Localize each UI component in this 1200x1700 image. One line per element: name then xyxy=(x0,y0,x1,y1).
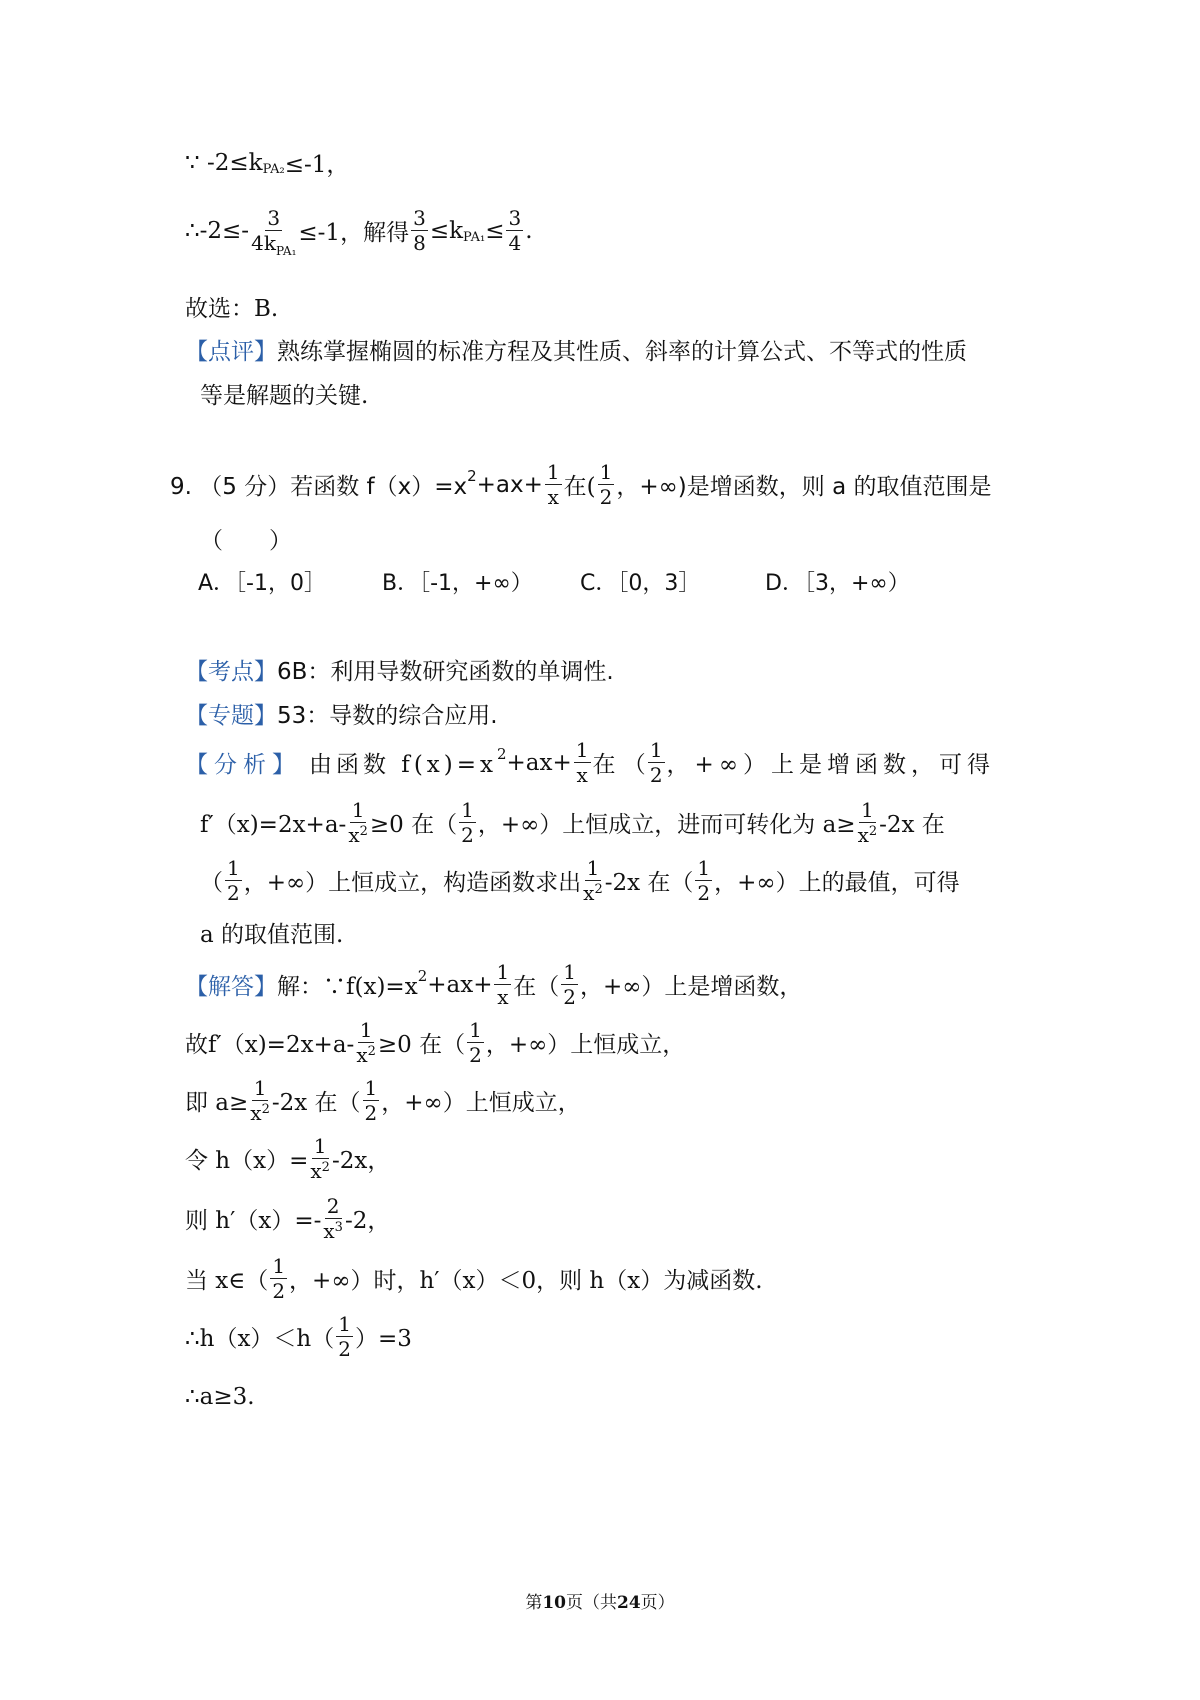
solution-line-3 xyxy=(185,1078,581,1123)
denominator: $x^2$ xyxy=(583,881,603,905)
fraction xyxy=(561,962,578,1007)
text: 页（共 xyxy=(566,1593,617,1613)
superscript: 2 xyxy=(359,824,368,839)
numerator: 1 xyxy=(364,1076,378,1100)
inequality-line-1 xyxy=(185,146,349,179)
fraction xyxy=(225,858,242,903)
page-footer xyxy=(0,1588,1200,1613)
fraction xyxy=(598,462,615,507)
solution-tag: 【解答】 xyxy=(185,974,277,1000)
page-number: 10 xyxy=(542,1593,566,1613)
text: 解：∵f(x)=x xyxy=(277,974,418,1000)
option-a: A．［﻿﻿-1，0］ xyxy=(198,571,326,596)
numerator: 1 xyxy=(253,1076,267,1100)
denominator: 2 xyxy=(461,823,474,847)
text: 4k xyxy=(251,231,276,255)
text: +ax+ xyxy=(476,471,543,498)
numerator: 1 xyxy=(546,460,560,484)
fraction xyxy=(545,462,562,507)
text: -2x， xyxy=(331,1148,391,1174)
answer-line xyxy=(185,290,278,323)
kaodian-line xyxy=(185,653,614,686)
text: ∴h（x）＜h（ xyxy=(185,1326,335,1352)
denominator: x xyxy=(547,485,559,509)
option-b: B．［-1，+∞） xyxy=(382,571,533,596)
fraction xyxy=(323,1196,343,1241)
denominator: 4 xyxy=(508,231,522,255)
answer-text: 故选：B. xyxy=(185,296,279,322)
subscript: PA₁ xyxy=(275,244,297,258)
denominator: 2 xyxy=(649,763,663,787)
numerator: 3 xyxy=(413,206,426,230)
text: 在 （ xyxy=(592,752,646,778)
inequality-line-2 xyxy=(185,206,533,258)
text: +ax+ xyxy=(427,971,493,998)
numerator: 1 xyxy=(351,798,365,822)
denominator: $x^2$ xyxy=(857,823,878,847)
fraction xyxy=(858,800,878,845)
fenxi-tag: 【分析】 xyxy=(185,752,301,778)
fraction xyxy=(648,740,665,785)
numerator: 1 xyxy=(599,460,613,484)
text: ，+∞）上恒成立，构造函数求出 xyxy=(243,870,582,896)
denominator: x xyxy=(576,763,588,787)
comment-line xyxy=(185,333,967,366)
solution-line-2 xyxy=(185,1020,685,1065)
fraction xyxy=(494,962,511,1007)
zhuanti-tag: 【专题】 xyxy=(185,703,277,729)
fraction xyxy=(310,1136,330,1181)
zhuanti-line xyxy=(185,697,498,730)
denominator: 2 xyxy=(272,1279,286,1303)
numerator: 1 xyxy=(338,1312,351,1336)
text: ，+∞）上恒成立，进而可转化为 a≥ xyxy=(477,812,856,838)
comment-tag: 【点评】 xyxy=(185,339,277,365)
numerator: 1 xyxy=(359,1018,373,1042)
fraction xyxy=(270,1256,287,1301)
fraction xyxy=(356,1020,376,1065)
kaodian-text: 6B：利用导数研究函数的单调性. xyxy=(277,659,614,685)
text: f′（x)=2x+a- xyxy=(200,812,347,838)
question-paren xyxy=(200,522,292,555)
superscript: 2 xyxy=(321,1160,330,1175)
text: 故f′（x)=2x+a- xyxy=(185,1032,355,1058)
text: +ax+ xyxy=(506,749,572,776)
kaodian-tag: 【考点】 xyxy=(185,659,277,685)
denominator: 2 xyxy=(364,1101,378,1125)
comment-text: 等是解题的关键. xyxy=(200,383,369,409)
question-9 xyxy=(170,462,991,507)
denominator: 2 xyxy=(338,1337,351,1361)
numerator: 1 xyxy=(469,1018,482,1042)
fenxi-line-2 xyxy=(200,800,945,845)
fraction xyxy=(583,858,603,903)
text: -2x 在（ xyxy=(271,1090,361,1116)
numerator: 1 xyxy=(697,856,711,880)
fraction xyxy=(251,206,297,258)
text: 当 x∈（ xyxy=(185,1268,269,1294)
text: ，+∞）上是增函数， xyxy=(579,974,803,1000)
solution-line-8 xyxy=(185,1384,255,1410)
numerator: 3 xyxy=(267,206,281,230)
numerator: 2 xyxy=(326,1194,340,1218)
denominator: 2 xyxy=(469,1043,482,1067)
text: ≥0 在（ xyxy=(369,812,458,838)
fraction xyxy=(336,1314,353,1359)
text: ∵ -2≤k xyxy=(185,149,263,176)
denominator: $x^2$ xyxy=(310,1159,330,1183)
numerator: 1 xyxy=(461,798,474,822)
page-total: 24 xyxy=(617,1593,641,1613)
text: 在（ xyxy=(513,974,560,1000)
fraction xyxy=(411,208,428,253)
text: ≤-1，解得 xyxy=(298,220,410,246)
comment-text: 熟练掌握椭圆的标准方程及其性质、斜率的计算公式、不等式的性质 xyxy=(277,339,967,365)
fraction xyxy=(250,1078,270,1123)
denominator: 8 xyxy=(413,231,426,255)
text: ≤-1， xyxy=(284,152,350,178)
denominator: $x^2$ xyxy=(250,1101,270,1125)
superscript: 2 xyxy=(261,1102,270,1117)
numerator: 1 xyxy=(860,798,874,822)
denominator: $x^3$ xyxy=(323,1219,343,1243)
question-text: 9. （5 分）若函数 f（x）=x xyxy=(170,474,468,500)
text: -2x 在（ xyxy=(604,870,694,896)
fraction xyxy=(506,208,523,253)
text: 第 xyxy=(525,1593,543,1613)
denominator: $x^2$ xyxy=(356,1043,376,1067)
numerator: 3 xyxy=(508,206,522,230)
text: ，+∞)是增函数，则 a 的取值范围是 xyxy=(616,474,992,500)
solution-line-4 xyxy=(185,1136,390,1181)
subscript: PA₁ xyxy=(463,230,486,245)
denominator: 2 xyxy=(599,485,613,509)
solution-line-6 xyxy=(185,1256,763,1301)
text: ，+∞）上恒成立， xyxy=(485,1032,686,1058)
denominator: 2 xyxy=(227,881,240,905)
fraction xyxy=(467,1020,484,1065)
text: 页） xyxy=(640,1593,675,1613)
zhuanti-text: 53：导数的综合应用. xyxy=(277,703,498,729)
text: ，+∞）上是增函数，可得 xyxy=(666,752,995,778)
fraction xyxy=(363,1078,380,1123)
fraction xyxy=(348,800,368,845)
solution-line-7 xyxy=(185,1314,412,1359)
solution-line-5 xyxy=(185,1196,390,1241)
text: 在( xyxy=(563,474,596,500)
text: 由函数 f(x)=x xyxy=(309,752,497,778)
numerator: 1 xyxy=(563,960,576,984)
fenxi-line-3 xyxy=(200,858,960,903)
text: ≤k xyxy=(429,217,464,244)
denominator: x xyxy=(497,985,509,1009)
text: （ xyxy=(200,870,223,896)
fenxi-line-1 xyxy=(185,740,995,785)
numerator: 1 xyxy=(272,1254,286,1278)
text: ，+∞）时，h′（x）＜0，则 h（x）为减函数. xyxy=(289,1268,763,1294)
superscript: 2 xyxy=(496,744,507,763)
text: 则 h′（x）=- xyxy=(185,1208,322,1234)
text: 即 a≥ xyxy=(185,1090,249,1116)
option-c: C．［0，3］ xyxy=(580,571,701,596)
text: ）=3 xyxy=(354,1326,412,1352)
fraction xyxy=(459,800,476,845)
denominator: 2 xyxy=(697,881,711,905)
text: . xyxy=(525,217,533,244)
superscript: 2 xyxy=(417,966,428,985)
text: -2， xyxy=(344,1208,391,1234)
numerator: 1 xyxy=(227,856,240,880)
denominator xyxy=(251,231,297,258)
superscript: 2 xyxy=(467,466,477,485)
denominator: $x^2$ xyxy=(348,823,368,847)
superscript: 2 xyxy=(594,882,603,897)
text: ∴a≥3. xyxy=(185,1384,255,1410)
text: a 的取值范围. xyxy=(200,922,344,948)
superscript: 2 xyxy=(367,1044,376,1059)
numerator: 1 xyxy=(313,1134,327,1158)
subscript: PA₂ xyxy=(262,162,285,177)
numerator: 1 xyxy=(496,960,510,984)
comment-line-2 xyxy=(200,377,368,410)
text: ，+∞）上恒成立， xyxy=(381,1090,581,1116)
text: ≥0 在（ xyxy=(377,1032,466,1058)
numerator: 1 xyxy=(649,738,663,762)
superscript: 2 xyxy=(868,824,878,839)
text: -2x 在 xyxy=(879,812,945,838)
text: ，+∞）上的最值，可得 xyxy=(714,870,960,896)
text: ≤ xyxy=(485,217,505,244)
numerator: 1 xyxy=(586,856,600,880)
solution-line-1 xyxy=(185,962,802,1007)
fraction xyxy=(695,858,712,903)
option-d: D．［3，+∞） xyxy=(765,571,910,596)
fenxi-line-4 xyxy=(200,916,343,949)
text: （ ） xyxy=(200,528,292,554)
numerator: 1 xyxy=(575,738,589,762)
text: ∴-2≤- xyxy=(185,217,250,244)
text: 令 h（x）= xyxy=(185,1148,309,1174)
denominator: 2 xyxy=(563,985,576,1009)
fraction xyxy=(574,740,591,785)
